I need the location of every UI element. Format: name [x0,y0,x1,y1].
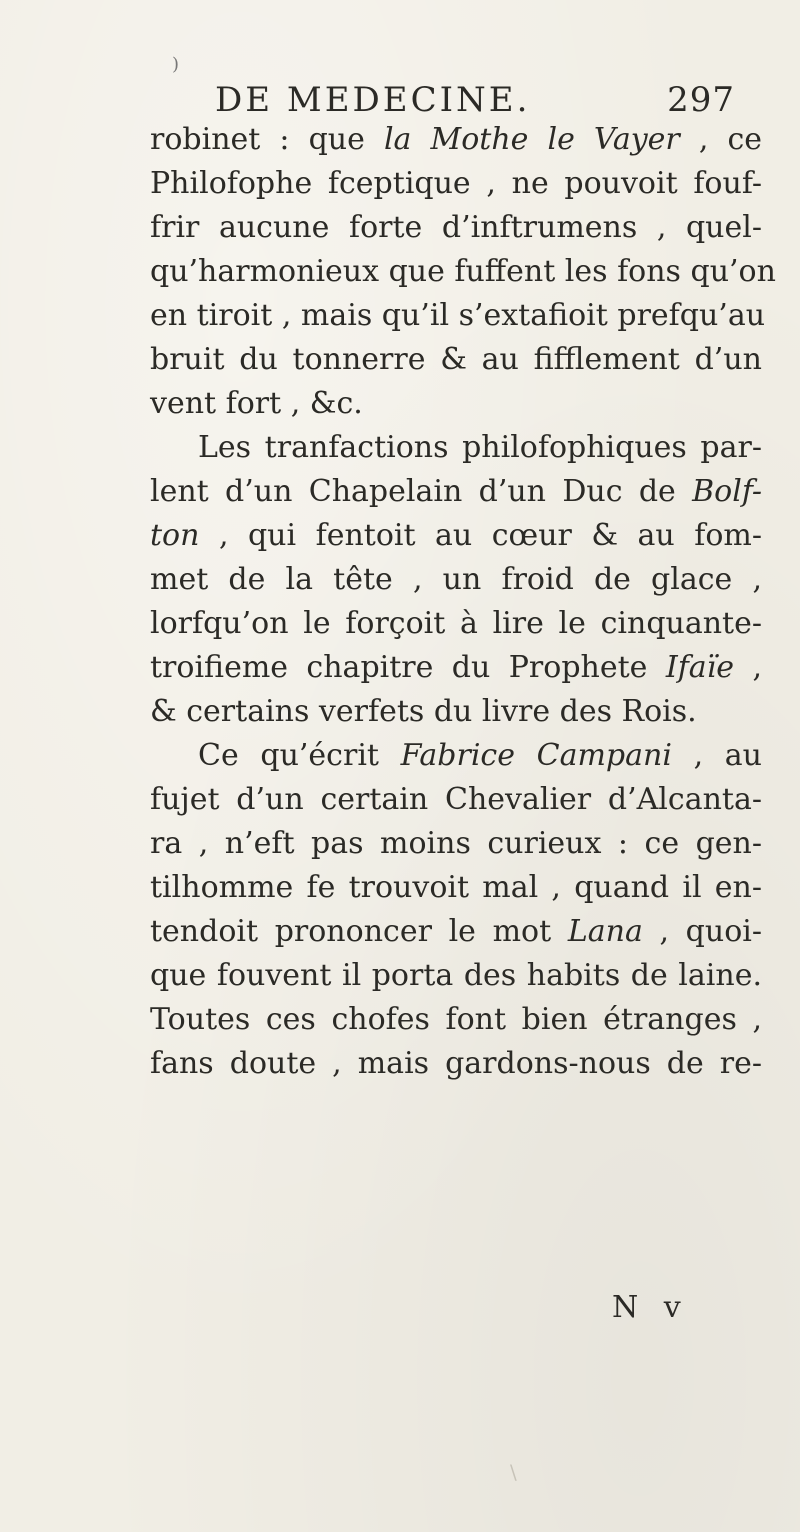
text-line [150,426,762,470]
text-line [150,118,762,162]
text-line [150,470,762,514]
text-line [150,338,762,382]
text-run: frir aucune forte d’inftrumens , quel- [150,210,762,245]
text-line [150,866,762,910]
text-run: qu’harmonieux que fuffent les fons qu’on [150,254,776,289]
text-run: met de la tête , un froid de glace , [150,562,762,597]
faint-mark: \ [510,1460,517,1484]
text-run: lent d’un Chapelain d’un Duc de [150,474,693,509]
text-run: , qui fentoit au cœur & au fom- [199,518,762,553]
text-run: que fouvent il porta des habits de laine. [150,958,762,993]
text-run: , ce [679,122,763,157]
text-run: en tiroit , mais qu’il s’extafioit prefqu’au [150,298,766,333]
italic-text: Bolf- [692,474,762,509]
stray-mark: ) [172,54,180,75]
italic-text: ton [150,518,200,553]
text-line [150,206,762,250]
text-run: , quoi- [642,914,762,949]
text-line [150,602,762,646]
text-line [150,646,762,690]
text-run: , [734,650,762,685]
running-head: DE MEDECINE. [215,80,531,120]
text-line [150,382,762,426]
text-run: Les tranfactions philofophiques par- [198,430,762,465]
text-run: Ce qu’écrit [198,738,401,773]
text-line [150,734,762,778]
text-run: fans doute , mais gardons-nous de re- [150,1046,762,1081]
text-run: vent fort , &c. [150,386,363,421]
text-line [150,778,762,822]
italic-text: Fabrice Campani [400,738,672,773]
text-run: ra , n’eft pas moins curieux : ce gen- [150,826,762,861]
text-line [150,162,762,206]
italic-text: la Mothe le Vayer [383,122,680,157]
text-line [150,822,762,866]
text-run: Philofophe fceptique , ne pouvoit fouf- [150,166,762,201]
text-line [150,954,762,998]
italic-text: Ifaïe [665,650,735,685]
body-text [150,118,776,1086]
text-line [150,558,762,602]
text-line [150,250,776,294]
text-line [150,514,762,558]
text-run: tilhomme fe trouvoit mal , quand il en- [150,870,762,905]
text-line [150,294,766,338]
italic-text: Lana [567,914,643,949]
text-run: robinet : que [150,122,384,157]
text-run: , au [671,738,762,773]
text-run: bruit du tonnerre & au fifflement d’un [150,342,762,377]
signature-mark: N v [612,1290,689,1325]
text-run: tendoit prononcer le mot [150,914,568,949]
text-run: Toutes ces chofes font bien étranges , [150,1002,762,1037]
text-run: troifieme chapitre du Prophete [150,650,666,685]
text-line [150,998,762,1042]
text-run: fujet d’un certain Chevalier d’Alcanta- [150,782,762,817]
text-line [150,1042,762,1086]
text-line [150,910,762,954]
text-run: lorfqu’on le forçoit à lire le cinquante- [150,606,762,641]
page-number: 297 [667,80,735,120]
text-run: & certains verfets du livre des Rois. [150,694,697,729]
text-line [150,690,762,734]
